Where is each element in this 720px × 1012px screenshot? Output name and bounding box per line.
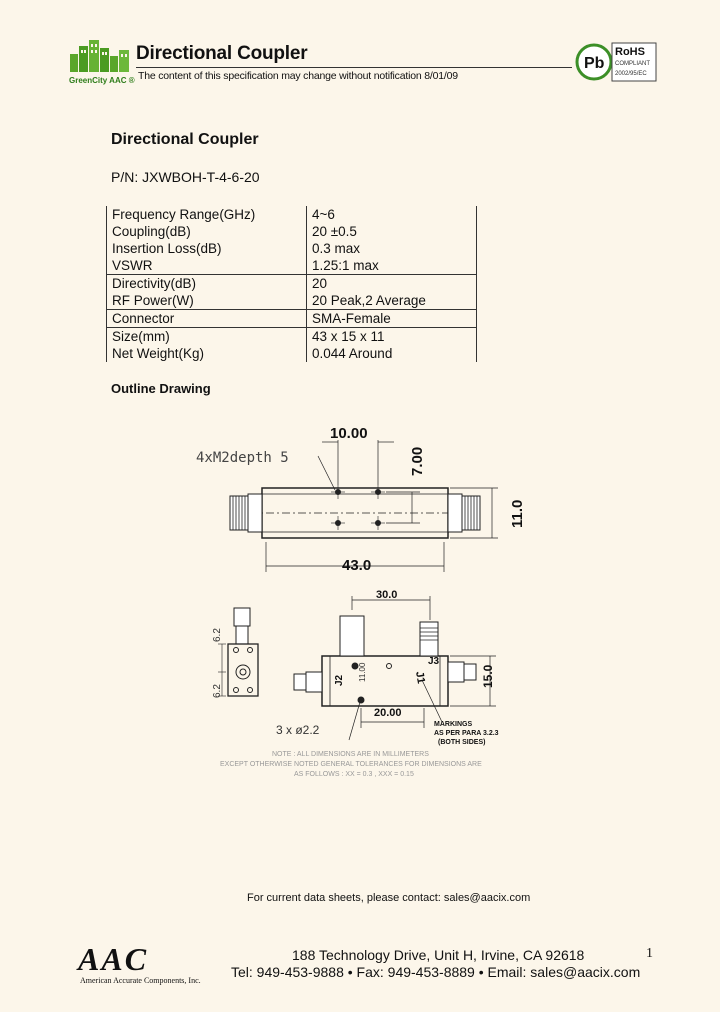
spec-label: RF Power(W)	[107, 292, 307, 310]
spec-label: Net Weight(Kg)	[107, 345, 307, 362]
dim-20: 20.00	[374, 707, 402, 719]
side-view	[218, 608, 258, 696]
spec-value: 20	[307, 275, 477, 293]
dim-7: 7.00	[409, 446, 426, 476]
note-line-3: AS FOLLOWS : XX = 0.3 , XXX = 0.15	[294, 771, 414, 778]
spec-row	[107, 240, 477, 257]
spec-value: 20 Peak,2 Average	[307, 292, 477, 310]
logo-text: GreenCity AAC ®	[69, 76, 135, 85]
spec-row	[107, 292, 477, 310]
spec-label: Insertion Loss(dB)	[107, 240, 307, 257]
product-title: Directional Coupler	[111, 131, 259, 148]
spec-row	[107, 206, 477, 223]
spec-value: 0.3 max	[307, 240, 477, 257]
company-name: American Accurate Components, Inc.	[80, 976, 201, 985]
dim-6-2-a: 6.2	[212, 628, 223, 642]
spec-row	[107, 223, 477, 240]
port-j3: J3	[428, 656, 440, 667]
greencity-logo	[67, 36, 135, 93]
dim-11: 11.0	[509, 499, 526, 528]
spec-label: Directivity(dB)	[107, 275, 307, 293]
dim-10: 10.00	[330, 425, 368, 442]
spec-value: 43 x 15 x 11	[307, 328, 477, 346]
spec-row	[107, 328, 477, 346]
spec-row	[107, 275, 477, 293]
spec-label: Frequency Range(GHz)	[107, 206, 307, 223]
mount-label: 3 x ø2.2	[276, 723, 320, 737]
port-j2: J2	[334, 674, 345, 686]
note-line-1: NOTE : ALL DIMENSIONS ARE IN MILLIMETERS	[272, 751, 429, 758]
spec-label: Size(mm)	[107, 328, 307, 346]
rohs-text: RoHS	[615, 46, 645, 58]
compliant-text: COMPLIANT	[615, 61, 651, 67]
dim-6-2-b: 6.2	[212, 684, 223, 698]
dim-43: 43.0	[342, 557, 372, 574]
spec-label: Coupling(dB)	[107, 223, 307, 240]
company-address: 188 Technology Drive, Unit H, Irvine, CA 92618	[292, 947, 585, 963]
part-number: P/N: JXWBOH-T-4-6-20	[111, 169, 260, 185]
header-note: The content of this specification may change without notification 8/01/09	[138, 70, 458, 82]
markings-line-1: MARKINGS	[434, 721, 473, 728]
markings-line-2: AS PER PARA 3.2.3	[434, 730, 499, 737]
spec-value: 4~6	[307, 206, 477, 223]
rohs-badge	[574, 40, 658, 89]
outline-drawing	[190, 410, 526, 787]
spec-row	[107, 310, 477, 328]
markings-line-3: (BOTH SIDES)	[438, 739, 486, 746]
port-j1: J1	[413, 670, 427, 685]
company-contact: Tel: 949-453-9888 • Fax: 949-453-8889 • Email: sales@aacix.com	[231, 964, 641, 980]
spec-value: 0.044 Around	[307, 345, 477, 362]
aac-logo-text: AAC	[78, 941, 149, 977]
header-title: Directional Coupler	[136, 43, 308, 64]
aac-logo	[76, 940, 186, 981]
pb-text: Pb	[584, 55, 605, 72]
header-divider	[136, 67, 572, 68]
note-line-2: EXCEPT OTHERWISE NOTED GENERAL TOLERANCES FOR DIMENSIONS ARE	[220, 761, 482, 768]
datasheet-contact: For current data sheets, please contact: sales@aacix.com	[247, 892, 531, 904]
spec-label: Connector	[107, 310, 307, 328]
spec-value: 1.25:1 max	[307, 257, 477, 275]
outline-title: Outline Drawing	[111, 381, 211, 396]
dim-15: 15.0	[481, 664, 495, 688]
spec-value: 20 ±0.5	[307, 223, 477, 240]
spec-row	[107, 345, 477, 362]
spec-table	[106, 206, 477, 362]
spec-row	[107, 257, 477, 275]
dim-30: 30.0	[376, 589, 398, 601]
mounting-holes	[335, 489, 381, 526]
holes-label: 4xM2depth 5	[196, 450, 289, 466]
spec-label: VSWR	[107, 257, 307, 275]
spec-value: SMA-Female	[307, 310, 477, 328]
page-number: 1	[646, 946, 653, 961]
dim-11-b: 11.00	[358, 662, 367, 682]
directive-text: 2002/95/EC	[615, 71, 647, 77]
